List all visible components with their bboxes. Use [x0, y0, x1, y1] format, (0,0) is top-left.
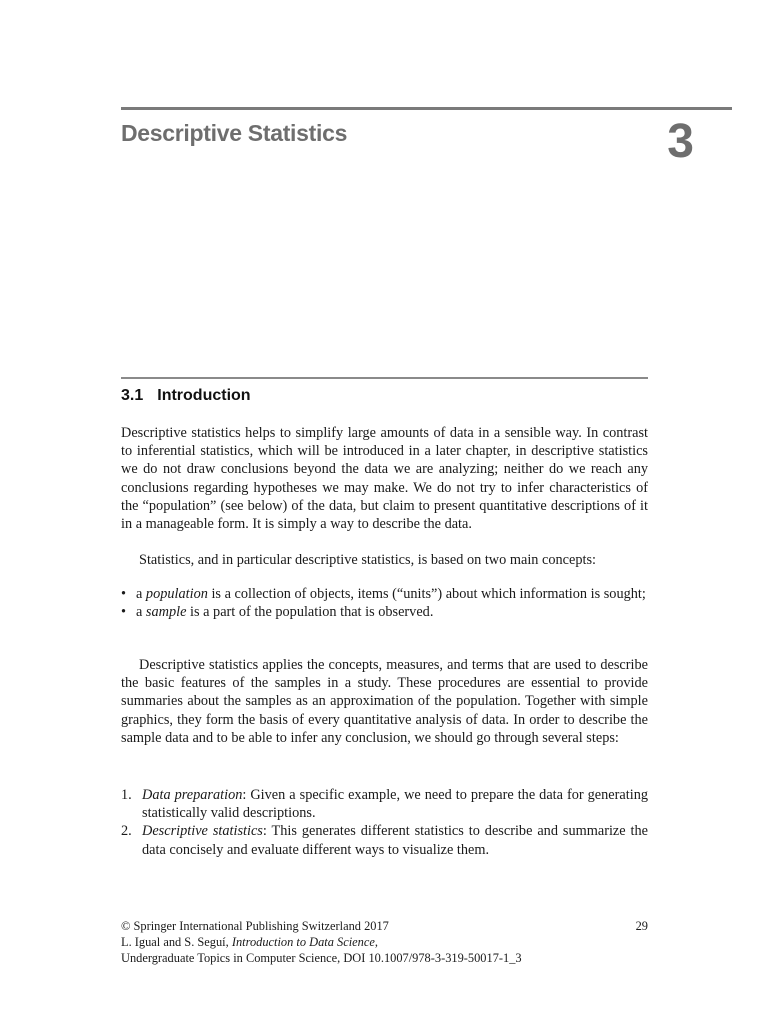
authors-suffix: ,	[374, 935, 378, 949]
list-item	[121, 786, 648, 822]
step-term: Data preparation	[142, 787, 243, 803]
paragraph-procedures	[121, 656, 648, 747]
paragraph-text: Descriptive statistics helps to simplify large amounts of data in a sensible way. In contrast to inferential statistics, which will be introduced in a later chapter, in descriptive statistics we do not draw conclusions beyond the data we are analyzing; neither do we reach any conclusions regarding hypotheses we may make. We do not try to infer characteristics of the “population” (see below) of the data, but claim to present quantitative descriptions of it in a manageable form. It is simply a way to describe the data.	[121, 425, 648, 533]
chapter-number: 3	[667, 115, 694, 168]
section-number: 3.1	[121, 387, 144, 404]
concept-list	[121, 585, 648, 621]
chapter-rule	[121, 107, 732, 110]
step-text: : This generates different statistics to describe and summarize the data concisely and evaluate different ways to visualize them.	[142, 823, 648, 858]
chapter-title: Descriptive Statistics	[121, 120, 348, 146]
paragraph-text: Descriptive statistics applies the concepts, measures, and terms that are used to describe the basic features of the samples in a study. These procedures are essential to provide summaries about the samples as an approximation of the population. Together with simple graphics, they form the basis of every quantitative analysis of data. In order to describe the sample data and to be able to infer any conclusion, we should go through several steps:	[121, 657, 648, 746]
step-number: 2.	[121, 823, 132, 840]
copyright-notice: © Springer International Publishing Switzerland 2017	[121, 919, 389, 933]
list-item	[121, 603, 648, 621]
page-number: 29	[635, 919, 648, 933]
item-prefix: a	[136, 586, 146, 602]
paragraph-concepts	[121, 551, 648, 569]
authors: L. Igual and S. Seguí,	[121, 935, 232, 949]
item-term: sample	[145, 604, 187, 621]
item-prefix: a	[136, 604, 146, 621]
list-item	[121, 585, 648, 603]
bullet-icon: •	[121, 586, 127, 602]
section-title: Introduction	[157, 387, 251, 404]
step-term: Descriptive statistics	[142, 823, 263, 840]
steps-list	[121, 786, 648, 859]
item-text: is a part of the population that is observed.	[186, 604, 434, 621]
section-rule	[121, 377, 648, 379]
book-title: Introduction to Data Science	[231, 935, 375, 949]
item-text: is a collection of objects, items (“units”) about which information is sought;	[207, 586, 646, 602]
page-footer	[121, 918, 648, 966]
item-term: population	[145, 586, 208, 602]
series-doi: Undergraduate Topics in Computer Science, DOI 10.1007/978-3-319-50017-1_3	[121, 951, 522, 965]
section-heading	[121, 387, 251, 405]
paragraph-text: Statistics, and in particular descriptive statistics, is based on two main concepts:	[139, 552, 597, 568]
list-item	[121, 822, 648, 858]
paragraph-intro	[121, 424, 648, 533]
step-text: : Given a specific example, we need to prepare the data for generating statistically valid descriptions.	[142, 787, 648, 822]
bullet-icon: •	[121, 604, 127, 621]
step-number: 1.	[121, 787, 132, 803]
